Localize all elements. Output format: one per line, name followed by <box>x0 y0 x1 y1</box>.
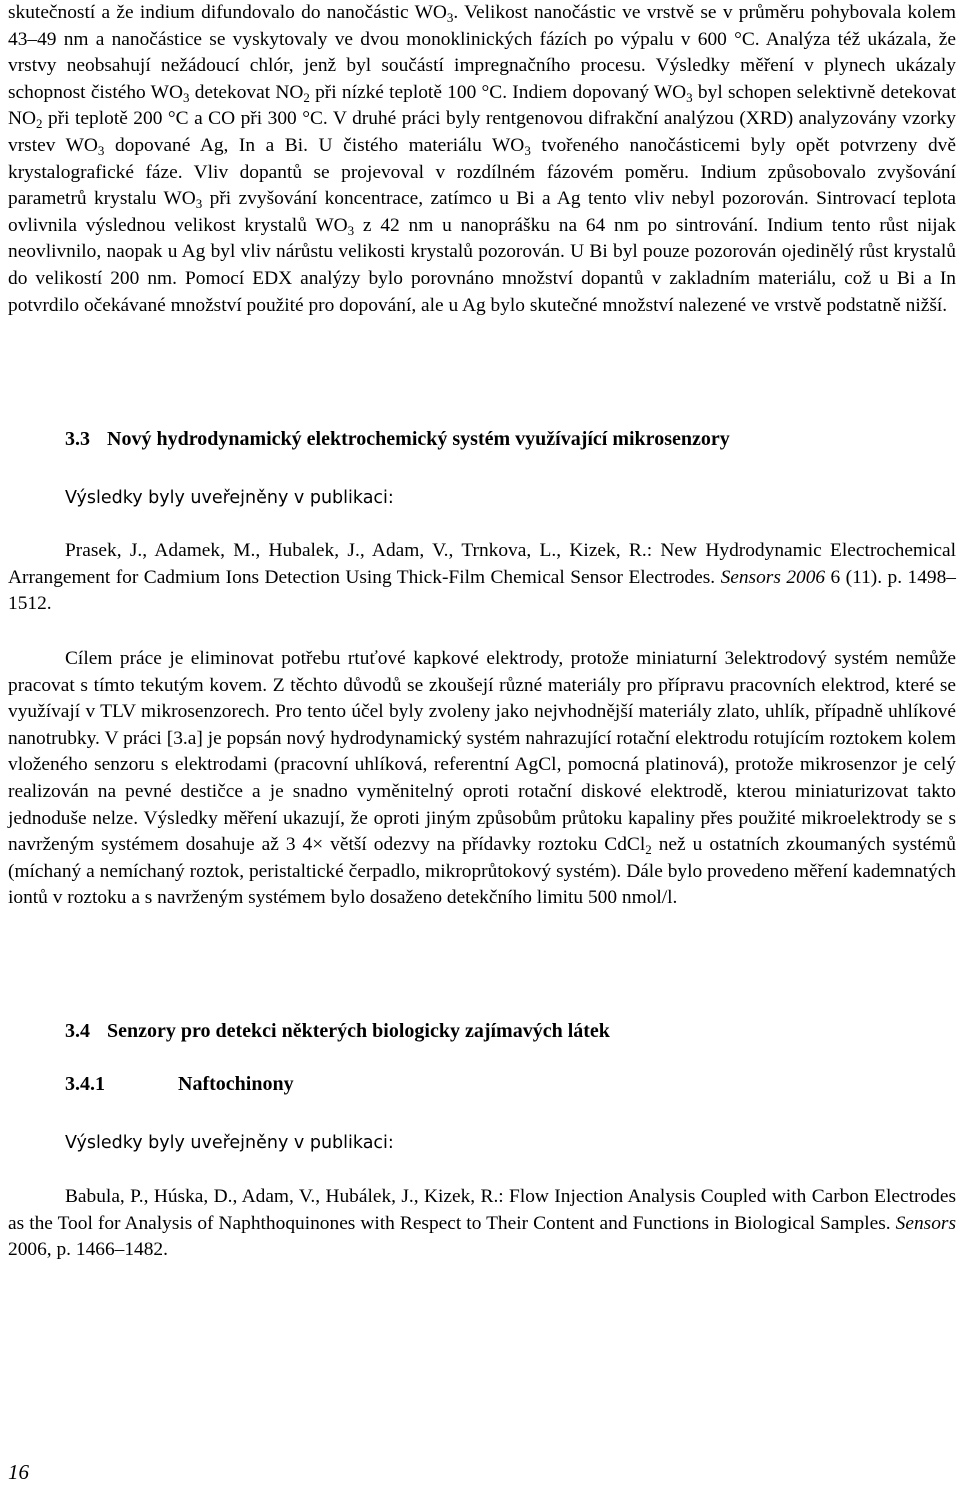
reference-citation: Prasek, J., Adamek, M., Hubalek, J., Adam, V., Trnkova, L., Kizek, R.: New Hydrodynamic Electrochemical Arrangement for Cadmium Ions Detection Using Thick-Film Chemical Sensor Electrodes. Sensors 2006 6 (11). p. 1498–1512. <box>8 540 957 615</box>
section-heading-3-3: 3.3 Nový hydrodynamický elektrochemický systém využívající mikrosenzory <box>65 428 730 450</box>
subsection-heading-3-4-1: 3.4.1 Naftochinony <box>65 1073 294 1095</box>
results-paragraph: skutečností a že indium difundovalo do nanočástic $WO_3$. Velikost nanočástic ve vrstvě se v průměru pohybovala kolem 43–49 nm a nanočástice se vyskytovaly ve dvou monoklinických fázích po výpalu v 600 °C. Analýza též ukázala, že vrstvy neobsahují nežádoucí chlór, jenž byl součástí impregnačního procesu. Výsledky měření v plynech ukázaly schopnost čistého $WO_3$ detekovat $NO_2$ při nízké teplotě 100 °C. Indiem dopovaný $WO_3$ byl schopen selektivně detekovat $NO_2$ při teplotě 200 °C a CO při 300 °C. V druhé práci byly rentgenovou difrakční analýzou (XRD) analyzovány vzorky vrstev $WO_3$ dopované Ag, In a Bi. U čistého materiálu $WO_3$ tvořeného nanočásticemi byly opět potvrzeny dvě krystalografické fáze. Vliv dopantů se projevoval v rozdílném fázovém poměru. Indium způsobovalo zvyšování parametrů krystalu $WO_3$ při zvyšování koncentrace, zatímco u Bi a Ag tento vliv nebyl pozorován. Sintrovací teplota ovlivnila výslednou velikost krystalů $WO_3$ z 42 nm u nanoprášku na 64 nm po sintrování. Indium tento růst nijak neovlivnilo, naopak u Ag byl vliv nárůstu velikosti krystalů pozorován. U Bi byl pouze pozorován ojedinělý růst krystalů do velikostí 200 nm. Pomocí EDX analýzy bylo porovnáno množství dopantů v zakladním materiálu, což u Bi a In potvrdilo očekávané množství použité pro dopování, ale u Ag bylo skutečné množství nalezené ve vrstvě podstatně nižší. <box>8 2 956 316</box>
publication-note: Výsledky byly uveřejněny v publikaci: <box>65 488 394 508</box>
publication-note: Výsledky byly uveřejněny v publikaci: <box>65 1133 394 1153</box>
section-heading-3-4: 3.4 Senzory pro detekci některých biologicky zajímavých látek <box>65 1020 610 1042</box>
page-number: 16 <box>8 1460 29 1484</box>
abstract-paragraph: Cílem práce je eliminovat potřebu rtuťové kapkové elektrody, protože miniaturní 3elektrodový systém nemůže pracovat s tímto tekutým kovem. Z těchto důvodů se zkoušejí různé materiály pro přípravu pracovních elektrod, které se využívají v TLV mikrosenzorech. Pro tento účel byly zvoleny jako nejvhodnější materiály zlato, uhlík, případně uhlíkové nanotrubky. V práci [3.a] je popsán nový hydrodynamický systém nahrazující rotační elektrodu rotujícím roztokem kolem vloženého senzoru s elektrodami (pracovní uhlíková, referentní AgCl, pomocná platinová), protože mikrosenzor je celý realizován na pevné destičce a je snadno vyměnitelný oproti rotační diskové elektrodě, kterou miniaturizovat takto jednoduše nelze. Výsledky měření ukazují, že oproti jiným způsobům průtoku kapaliny přes použité mikroelektrody se s navrženým systémem dosahuje až 3 4× větší odezvy na přídavky roztoku CdCl$_2$ než u ostatních zkoumaných systémů (míchaný a nemíchaný roztok, peristaltické čerpadlo, mikroprůtokový systém). Dále bylo provedeno měření kademnatých iontů v roztoku a s navrženým systémem bylo dosaženo detekčního limitu 500 nmol/l. <box>8 648 956 909</box>
reference-citation: Babula, P., Húska, D., Adam, V., Hubálek, J., Kizek, R.: Flow Injection Analysis Coupled with Carbon Electrodes as the Tool for Analysis of Naphthoquinones with Respect to Their Content and Functions in Biological Samples. Sensors 2006, p. 1466–1482. <box>8 1186 956 1261</box>
